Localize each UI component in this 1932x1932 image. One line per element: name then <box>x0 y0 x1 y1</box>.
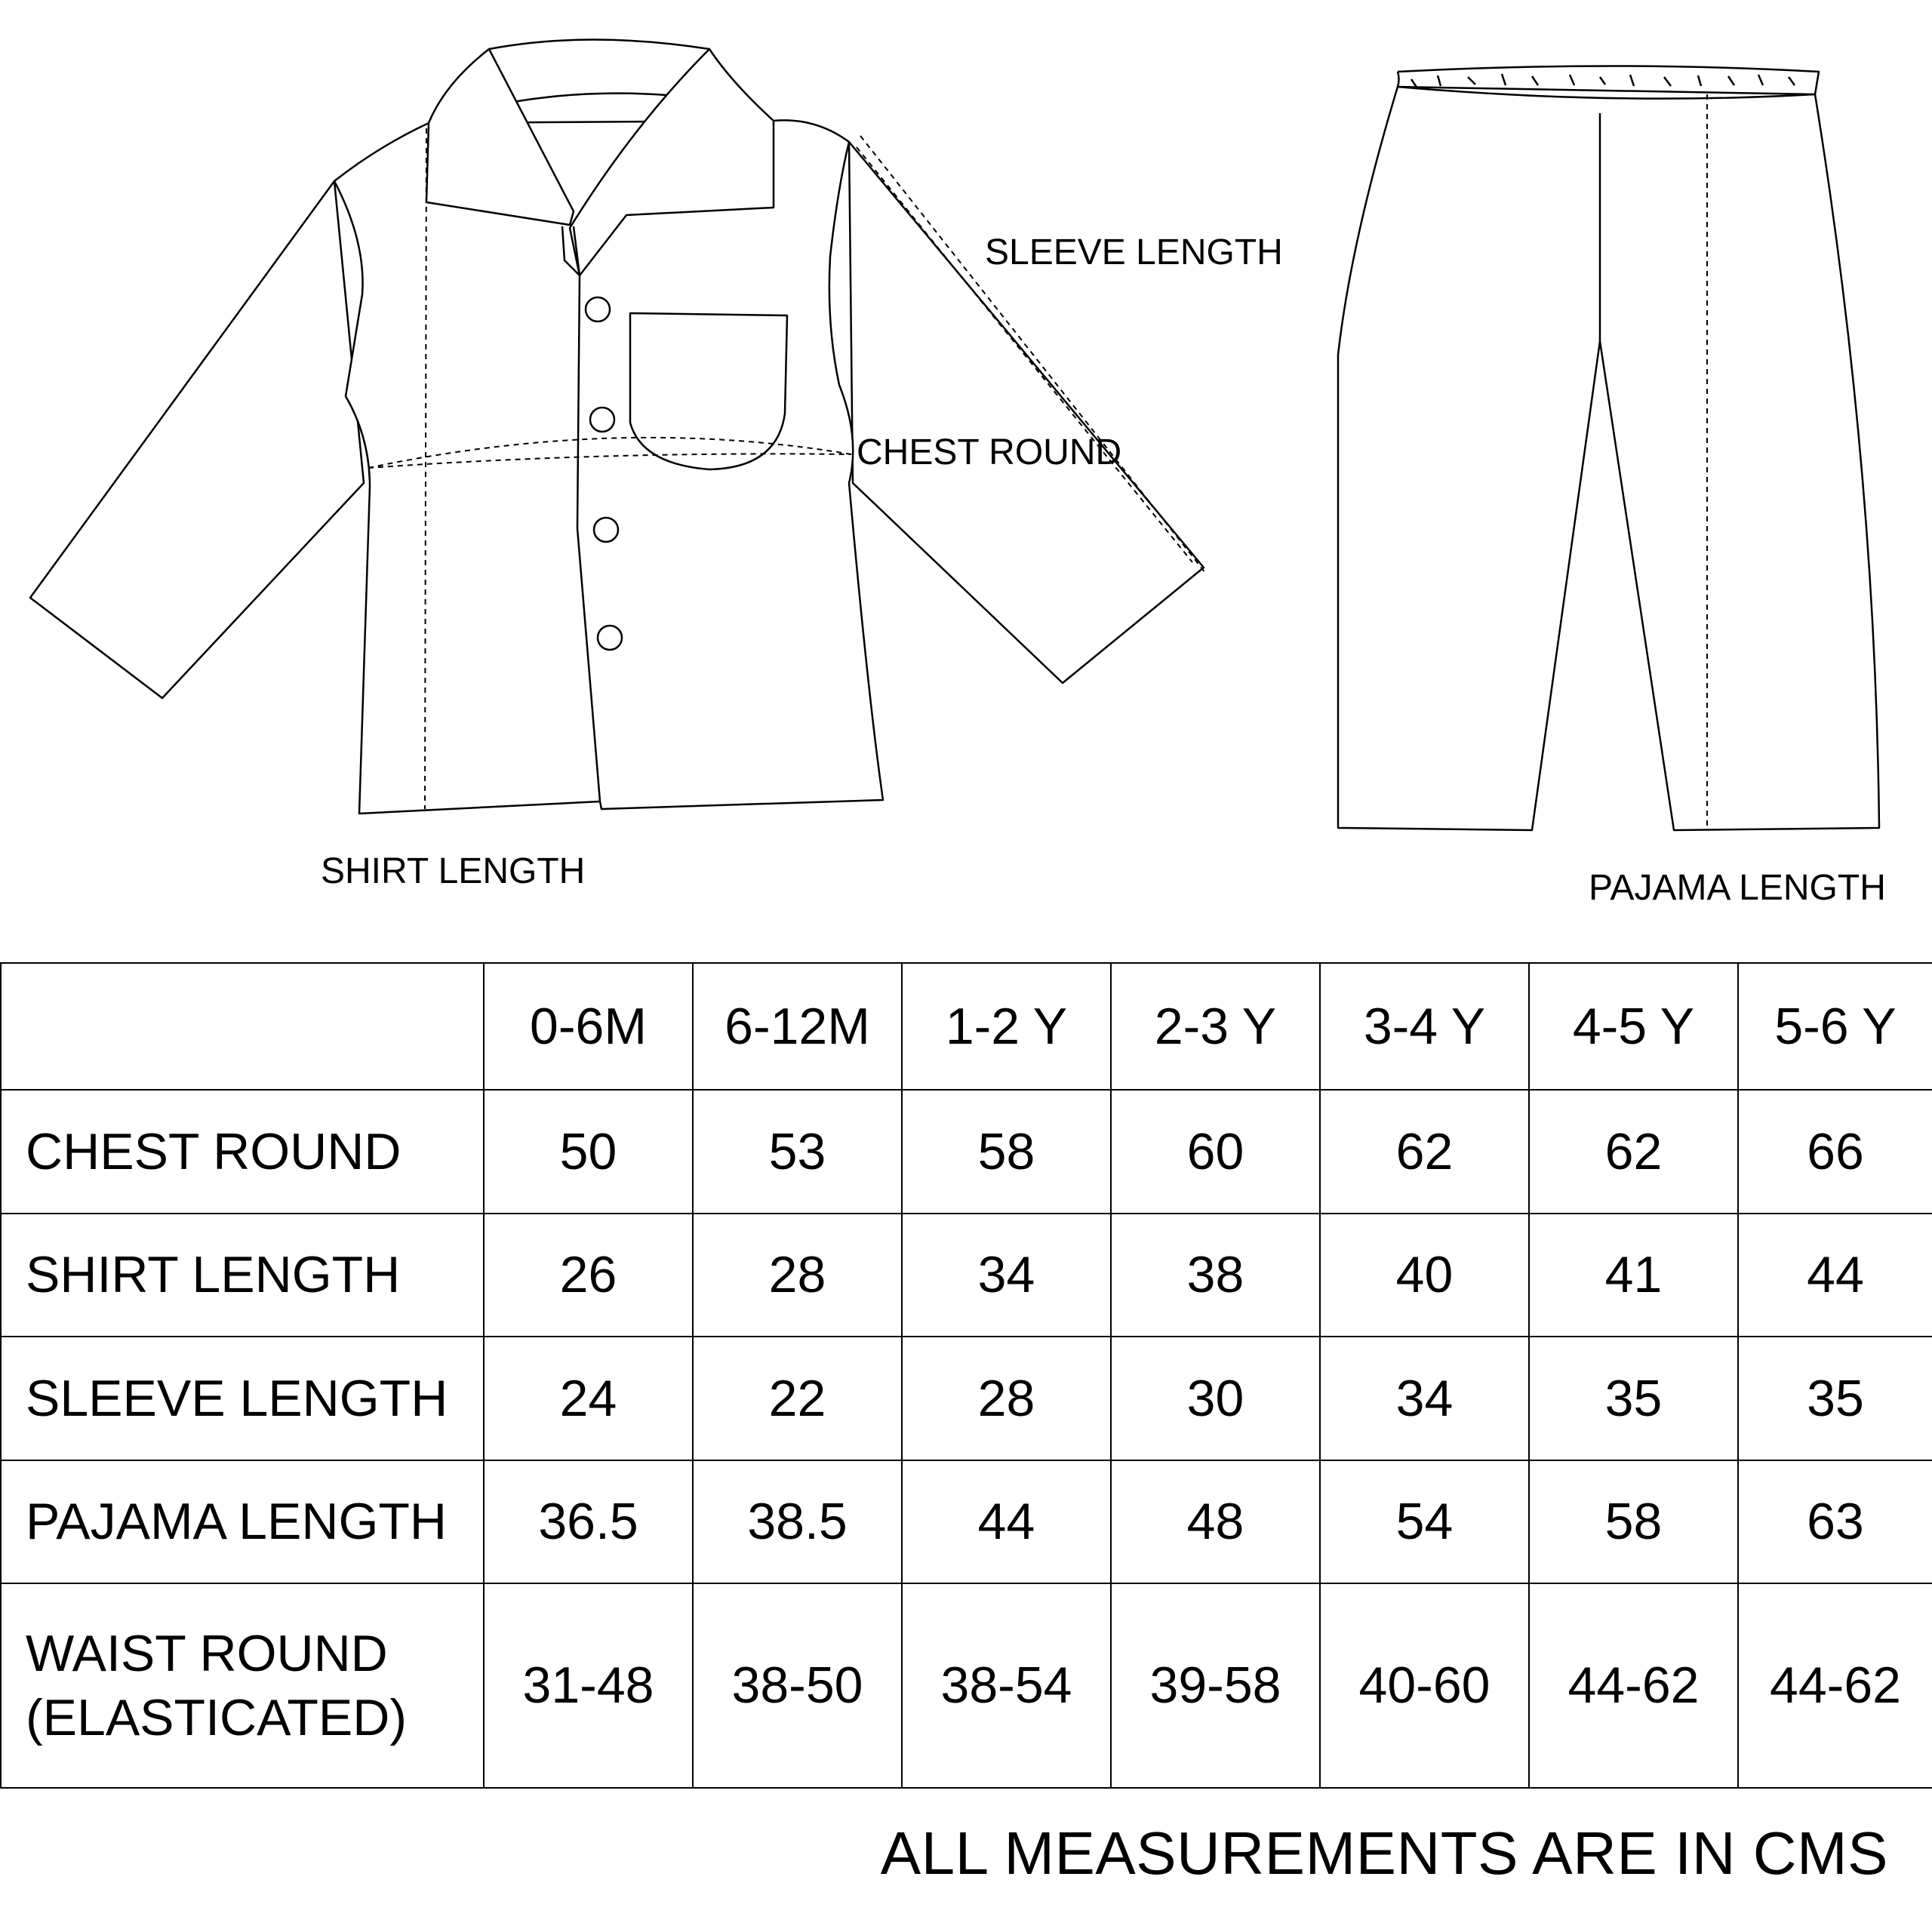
table-cell: 62 <box>1529 1090 1738 1213</box>
table-cell: 31-48 <box>484 1583 693 1788</box>
size-header: 0-6M <box>484 963 693 1090</box>
row-label: PAJAMA LENGTH <box>1 1460 484 1583</box>
measurements-footnote: ALL MEASUREMENTS ARE IN CMS <box>880 1820 1888 1887</box>
table-cell: 30 <box>1111 1337 1320 1460</box>
table-cell: 28 <box>693 1214 902 1337</box>
chest-round-label: CHEST ROUND <box>857 432 1122 472</box>
table-cell: 34 <box>1320 1337 1529 1460</box>
row-label-line: WAIST ROUND <box>26 1624 388 1682</box>
pajama-outline <box>1338 87 1879 830</box>
empty-header-cell <box>1 963 484 1090</box>
pajama-gathers <box>1411 74 1795 88</box>
sleeve-length-label: SLEEVE LENGTH <box>985 232 1283 272</box>
shirt-left-sleeve <box>30 181 364 698</box>
size-header: 4-5 Y <box>1529 963 1738 1090</box>
size-header: 1-2 Y <box>902 963 1111 1090</box>
table-cell: 44 <box>902 1460 1111 1583</box>
row-label: SHIRT LENGTH <box>1 1214 484 1337</box>
table-row <box>1 1090 1932 1213</box>
table-cell: 44-62 <box>1529 1583 1738 1788</box>
table-cell: 41 <box>1529 1214 1738 1337</box>
table-row <box>1 1337 1932 1460</box>
size-header: 6-12M <box>693 963 902 1090</box>
table-cell: 54 <box>1320 1460 1529 1583</box>
table-cell: 40 <box>1320 1214 1529 1337</box>
table-cell: 38-54 <box>902 1583 1111 1788</box>
table-cell: 35 <box>1529 1337 1738 1460</box>
row-label: CHEST ROUND <box>1 1090 484 1213</box>
table-cell: 24 <box>484 1337 693 1460</box>
table-cell: 62 <box>1320 1090 1529 1213</box>
table-cell: 44-62 <box>1738 1583 1932 1788</box>
table-cell: 28 <box>902 1337 1111 1460</box>
table-cell: 44 <box>1738 1214 1932 1337</box>
pajama-length-label: PAJAMA LENGTH <box>1589 868 1886 908</box>
table-cell: 48 <box>1111 1460 1320 1583</box>
table-cell: 38.5 <box>693 1460 902 1583</box>
table-cell: 36.5 <box>484 1460 693 1583</box>
table-cell: 58 <box>1529 1460 1738 1583</box>
table-cell: 66 <box>1738 1090 1932 1213</box>
size-header-row <box>1 963 1932 1090</box>
size-header: 2-3 Y <box>1111 963 1320 1090</box>
table-cell: 38-50 <box>693 1583 902 1788</box>
size-header: 5-6 Y <box>1738 963 1932 1090</box>
table-cell: 63 <box>1738 1460 1932 1583</box>
table-row <box>1 1583 1932 1788</box>
table-cell: 39-58 <box>1111 1583 1320 1788</box>
table-cell: 34 <box>902 1214 1111 1337</box>
row-label: SLEEVE LENGTH <box>1 1337 484 1460</box>
shirt-right-sleeve <box>849 142 1204 683</box>
garment-illustration <box>0 0 1932 928</box>
row-label-line: (ELASTICATED) <box>26 1688 408 1746</box>
table-cell: 26 <box>484 1214 693 1337</box>
shirt-length-label: SHIRT LENGTH <box>321 851 586 891</box>
table-row <box>1 1460 1932 1583</box>
shirt-pocket <box>630 313 787 469</box>
table-row <box>1 1214 1932 1337</box>
table-cell: 50 <box>484 1090 693 1213</box>
row-label <box>1 1583 484 1788</box>
size-chart-table <box>0 962 1932 1789</box>
table-cell: 58 <box>902 1090 1111 1213</box>
size-header: 3-4 Y <box>1320 963 1529 1090</box>
shirt-drawing <box>30 40 1204 814</box>
table-cell: 35 <box>1738 1337 1932 1460</box>
table-cell: 53 <box>693 1090 902 1213</box>
pajama-drawing <box>1338 66 1879 831</box>
table-cell: 38 <box>1111 1214 1320 1337</box>
table-cell: 40-60 <box>1320 1583 1529 1788</box>
table-cell: 60 <box>1111 1090 1320 1213</box>
table-cell: 22 <box>693 1337 902 1460</box>
